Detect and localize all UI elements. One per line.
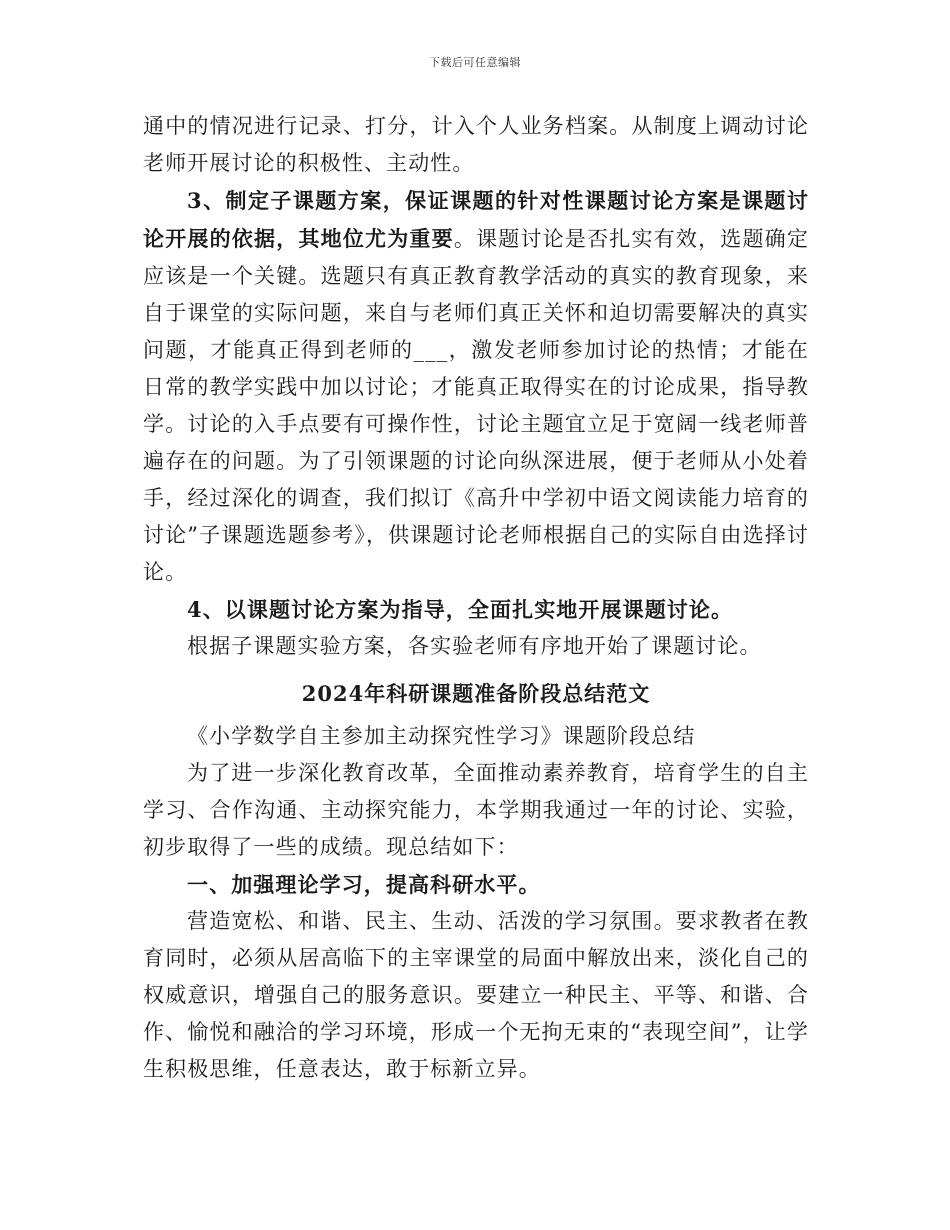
document-body xyxy=(143,108,809,1088)
section-heading-1: 一、加强理论学习，提高科研水平。 xyxy=(187,872,541,897)
item-4-heading: 4、以课题讨论方案为指导，全面扎实地开展课题讨论。 xyxy=(187,597,734,622)
paragraph-item-3 xyxy=(143,182,809,591)
item-3-bold-lead: 3、制定子课题方案，保证课题的针对性课题讨论方案是课题讨论开展的依据，其地位尤为重要 xyxy=(143,188,809,251)
section-1-paragraph: 营造宽松、和谐、民主、生动、活泼的学习氛围。要求教者在教育同时，必须从居高临下的主宰课堂的局面中解放出来，淡化自己的权威意识，增强自己的服务意识。要建立一种民主、平等、和谐、合作、愉悦和融洽的学习环境，形成一个无拘无束的“表现空间”，让学生积极思维，任意表达，敢于标新立异。 xyxy=(143,909,809,1081)
item-4-text: 根据子课题实验方案，各实验老师有序地开始了课题讨论。 xyxy=(187,634,762,658)
page-header-note: 下载后可任意编辑 xyxy=(429,56,521,69)
article-subtitle: 《小学数学自主参加主动探究性学习》课题阶段总结 xyxy=(187,724,696,748)
intro-paragraph: 为了进一步深化教育改革，全面推动素养教育，培育学生的自主学习、合作沟通、主动探究能力，本学期我通过一年的讨论、实验，初步取得了一些的成绩。现总结如下： xyxy=(143,761,809,859)
item-3-body: 。课题讨论是否扎实有效，选题确定应该是一个关键。选题只有真正教育教学活动的真实的教育现象，来自于课堂的实际问题，来自与老师们真正关怀和迫切需要解决的真实问题，才能真正得到老师的___，激发老师参加讨论的热情；才能在日常的教学实践中加以讨论；才能真正取得实在的讨论成果，指导教学。讨论的入手点要有可操作性，讨论主题宜立足于宽阔一线老师普遍存在的问题。为了引领课题的讨论向纵深进展，便于老师从小处着手，经过深化的调查，我们拟订《高升中学初中语文阅读能力培育的讨论”子课题选题参考》，供课题讨论老师根据自己的实际自由选择讨论。 xyxy=(143,227,809,584)
article-title: 2024年科研课题准备阶段总结范文 xyxy=(301,681,651,706)
paragraph-continuation: 通中的情况进行记录、打分，计入个人业务档案。从制度上调动讨论老师开展讨论的积极性、主动性。 xyxy=(143,114,809,175)
